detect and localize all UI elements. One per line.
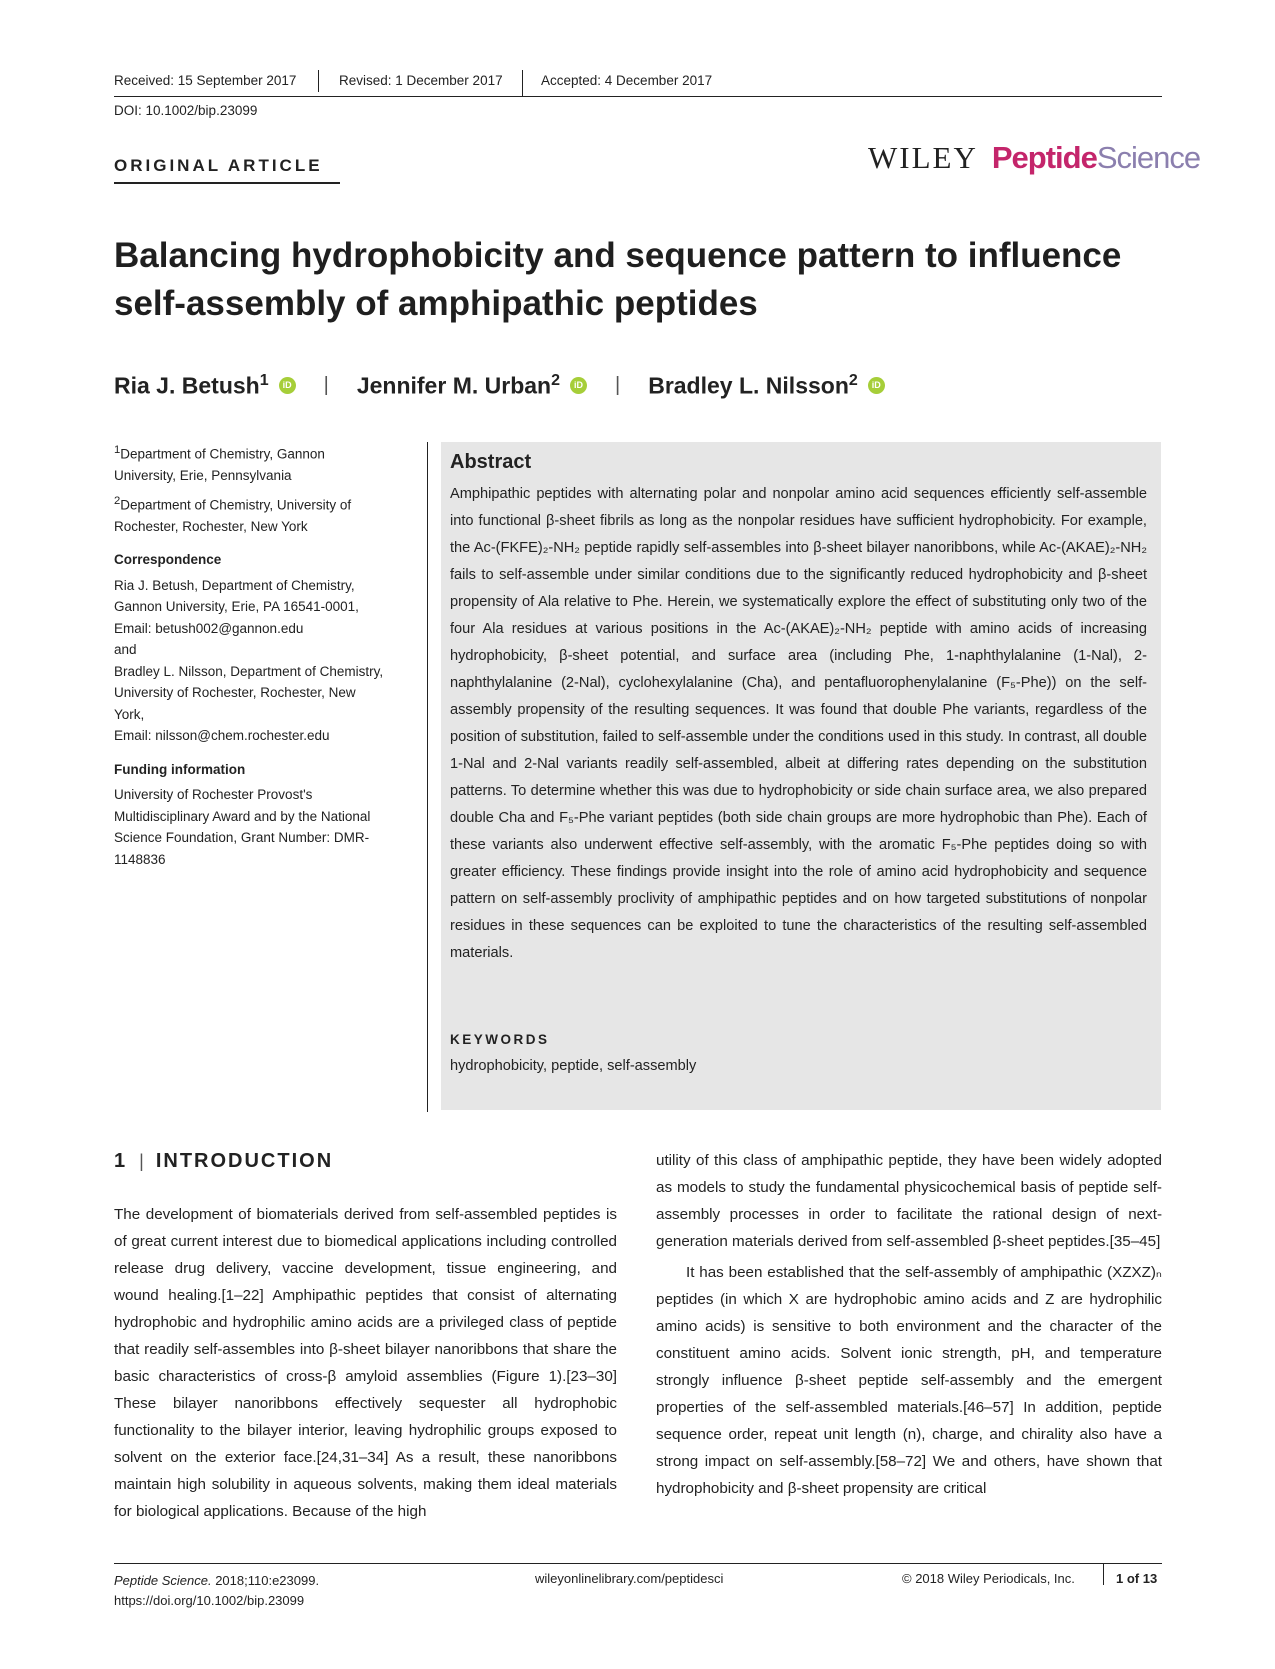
footer-rule	[114, 1563, 1162, 1564]
revised-date: Revised: 1 December 2017	[339, 73, 503, 88]
correspondence-line: Ria J. Betush, Department of Chemistry, Gannon University, Erie, PA 16541-0001,	[114, 577, 359, 614]
sidebar-divider	[427, 442, 428, 1112]
orcid-icon[interactable]: iD	[868, 377, 885, 394]
received-date: Received: 15 September 2017	[114, 73, 297, 88]
divider	[1103, 1563, 1104, 1585]
logo-peptide: Peptide	[991, 140, 1097, 175]
accepted-date: Accepted: 4 December 2017	[541, 73, 713, 88]
keywords: hydrophobicity, peptide, self-assembly	[450, 1058, 697, 1074]
orcid-icon[interactable]: iD	[570, 377, 587, 394]
journal-logo	[868, 140, 1200, 180]
doi: DOI: 10.1002/bip.23099	[114, 103, 258, 118]
paragraph: utility of this class of amphipathic peptide, they have been widely adopted as models to study the fundamental physicochemical basis of peptide self-assembly processes in order to facilitate the rational design of next-generation materials derived from self-assembled β-sheet peptides.[35–45]	[656, 1152, 1162, 1250]
author-name[interactable]: Jennifer M. Urban$^2$	[356, 372, 560, 399]
funding-text: University of Rochester Provost's Multidisciplinary Award and by the National Science Foundation, Grant Number: DMR-1148836	[114, 787, 371, 867]
article-type: ORIGINAL ARTICLE	[114, 156, 323, 175]
journal-website-link[interactable]: wileyonlinelibrary.com/peptidesci	[535, 1571, 724, 1586]
paragraph: It has been established that the self-assembly of amphipathic (XZXZ)ₙ peptides (in which X are hydrophobic amino acids and Z are hydrophilic amino acids) is sensitive to both environment and the character of the constituent amino acids. Solvent ionic strength, pH, and temperature strongly influence β-sheet peptide self-assembly and the emergent properties of the self-assembled materials.[46–57] In addition, peptide sequence order, repeat unit length (n), charge, and chirality also have a strong impact on self-assembly.[58–72] We and others, have shown that hydrophobicity and β-sheet propensity are critical	[656, 1264, 1162, 1497]
header-rule	[114, 96, 1162, 97]
divider	[522, 70, 523, 96]
affiliation: $^2$Department of Chemistry, University of Rochester, Rochester, New York	[114, 494, 352, 534]
article-title: Balancing hydrophobicity and sequence pattern to influence self-assembly of amphipathic peptides	[114, 236, 1122, 323]
doi-link[interactable]: https://doi.org/10.1002/bip.23099	[114, 1593, 305, 1608]
intro-column-1	[114, 1201, 617, 1525]
divider	[318, 70, 319, 92]
page-number: 1 of 13	[1116, 1571, 1158, 1586]
copyright: © 2018 Wiley Periodicals, Inc.	[902, 1571, 1075, 1586]
footer-citation: Peptide Science. 2018;110:e23099. https://doi.org/10.1002/bip.23099	[114, 1571, 319, 1611]
section-heading: 1 | INTRODUCTION	[114, 1150, 334, 1172]
article-type-underline	[114, 182, 340, 184]
author-list: Ria J. Betush$^1$ iD | Jennifer M. Urban$^2$ iD | Bradley L. Nilsson$^2$ iD	[114, 372, 885, 400]
sidebar-info	[114, 440, 384, 870]
wiley-logo-text: WILEY	[868, 140, 978, 175]
correspondence-line: Bradley L. Nilsson, Department of Chemistry, University of Rochester, Rochester, New York,	[114, 663, 384, 722]
correspondence-line: and	[114, 642, 137, 657]
abstract-heading: Abstract	[450, 451, 532, 473]
intro-column-2	[656, 1147, 1162, 1502]
keywords-heading: KEYWORDS	[450, 1032, 550, 1047]
author-name[interactable]: Bradley L. Nilsson$^2$	[648, 372, 858, 399]
abstract-text: Amphipathic peptides with alternating polar and nonpolar amino acid sequences efficiently self-assemble into functional β-sheet fibrils as long as the nonpolar residues have sufficient hydrophobicity. For example, the Ac-(FKFE)₂-NH₂ peptide rapidly self-assembles into β-sheet bilayer nanoribbons, while Ac-(AKAE)₂-NH₂ fails to self-assemble under similar conditions due to the significantly reduced hydrophobicity and β-sheet propensity of Ala relative to Phe. Herein, we systematically explore the effect of substituting only two of the four Ala residues at various positions in the Ac-(AKAE)₂-NH₂ peptide with amino acids of increasing hydrophobicity, β-sheet potential, and surface area (including Phe, 1-naphthylalanine (1-Nal), 2-naphthylalanine (2-Nal), cyclohexylalanine (Cha), and pentafluorophenylalanine (F₅-Phe)) on the self-assembly propensity of the resulting sequences. It was found that double Phe variants, regardless of the position of substitution, failed to self-assemble under the conditions used in this study. In contrast, all double 1-Nal and 2-Nal variants readily self-assembled, albeit at differing rates depending on the substitution patterns. To determine whether this was due to hydrophobicity or side chain surface area, we also prepared double Cha and F₅-Phe variant peptides (both side chain groups are more hydrophobic than Phe). Each of these variants also underwent effective self-assembly, with the aromatic F₅-Phe peptides doing so with greater efficiency. These findings provide insight into the role of amino acid hydrophobicity and sequence pattern on self-assembly proclivity of amphipathic peptides and on how targeted substitutions of nonpolar residues in these sequences can be exploited to tune the characteristics of the resulting self-assembled materials.	[450, 486, 1147, 961]
orcid-icon[interactable]: iD	[279, 377, 296, 394]
funding-heading: Funding information	[114, 761, 246, 777]
email-link[interactable]: Email: nilsson@chem.rochester.edu	[114, 728, 330, 743]
email-link[interactable]: Email: betush002@gannon.edu	[114, 620, 304, 636]
affiliation: $^1$Department of Chemistry, Gannon University, Erie, Pennsylvania	[114, 444, 325, 483]
author-name[interactable]: Ria J. Betush$^1$	[114, 372, 269, 399]
logo-science: Science	[1096, 140, 1201, 175]
correspondence-heading: Correspondence	[114, 552, 222, 567]
paragraph: The development of biomaterials derived from self-assembled peptides is of great current interest due to biomedical applications including controlled release drug delivery, vaccine development, tissue engineering, and wound healing.[1–22] Amphipathic peptides that consist of alternating hydrophobic and hydrophilic amino acids are a privileged class of peptide that readily self-assembles into β-sheet bilayer nanoribbons that share the basic characteristics of cross-β amyloid assemblies (Figure 1).[23–30] These bilayer nanoribbons effectively sequester all hydrophobic functionality to the bilayer interior, leaving hydrophilic groups exposed to solvent on the exterior face.[24,31–34] As a result, these nanoribbons maintain high solubility in aqueous solvents, making them ideal materials for biological applications. Because of the high	[114, 1206, 617, 1520]
